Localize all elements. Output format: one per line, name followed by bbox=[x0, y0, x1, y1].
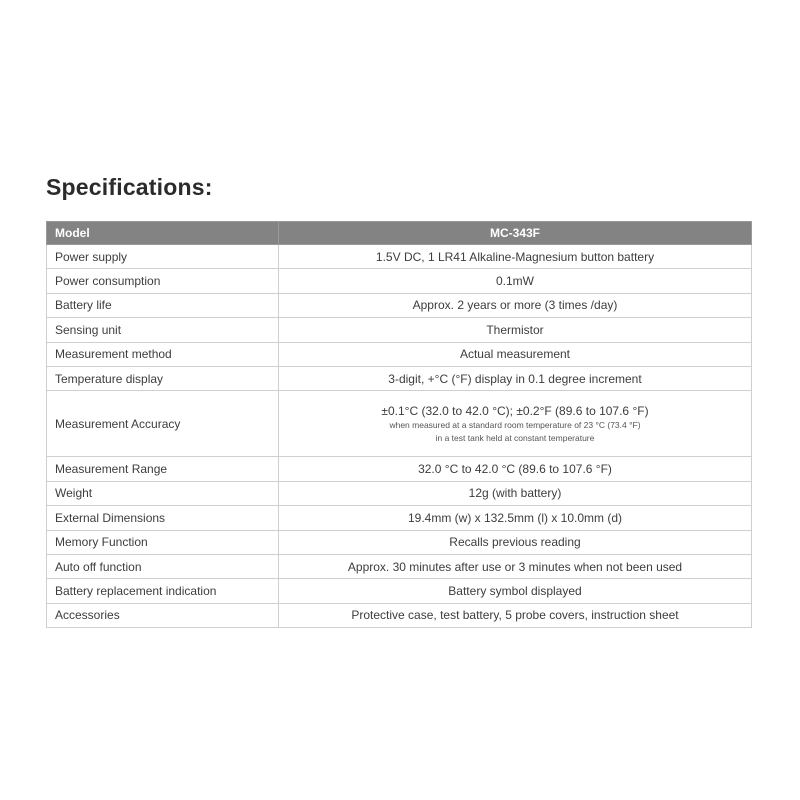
spec-value: Recalls previous reading bbox=[279, 530, 752, 554]
spec-label: Accessories bbox=[47, 603, 279, 627]
table-row bbox=[47, 245, 752, 269]
spec-value: Protective case, test battery, 5 probe covers, instruction sheet bbox=[279, 603, 752, 627]
table-row bbox=[47, 391, 752, 457]
table-row bbox=[47, 481, 752, 505]
table-row bbox=[47, 530, 752, 554]
spec-label: Measurement Range bbox=[47, 457, 279, 481]
table-row bbox=[47, 269, 752, 293]
spec-label: Battery life bbox=[47, 293, 279, 317]
spec-label: Auto off function bbox=[47, 554, 279, 578]
spec-value: Thermistor bbox=[279, 318, 752, 342]
spec-label: Weight bbox=[47, 481, 279, 505]
table-row bbox=[47, 603, 752, 627]
spec-label: Measurement Accuracy bbox=[47, 391, 279, 457]
page-title: Specifications: bbox=[46, 174, 213, 200]
spec-label: Temperature display bbox=[47, 366, 279, 390]
table-row bbox=[47, 506, 752, 530]
spec-note: when measured at a standard room temperature of 23 °C (73.4 °F) bbox=[389, 419, 641, 430]
spec-value: 12g (with battery) bbox=[279, 481, 752, 505]
spec-label: Power consumption bbox=[47, 269, 279, 293]
spec-value: Approx. 30 minutes after use or 3 minutes when not been used bbox=[279, 554, 752, 578]
spec-label: Memory Function bbox=[47, 530, 279, 554]
spec-value: 0.1mW bbox=[279, 269, 752, 293]
spec-value: 32.0 °C to 42.0 °C (89.6 to 107.6 °F) bbox=[279, 457, 752, 481]
table-row bbox=[47, 554, 752, 578]
table-row bbox=[47, 318, 752, 342]
specifications-table bbox=[46, 221, 752, 628]
table-row bbox=[47, 457, 752, 481]
spec-value-cell bbox=[279, 391, 752, 457]
header-value-model-number: MC-343F bbox=[279, 222, 752, 245]
spec-value: Actual measurement bbox=[279, 342, 752, 366]
table-row bbox=[47, 293, 752, 317]
table-header-row bbox=[47, 222, 752, 245]
spec-value: ±0.1°C (32.0 to 42.0 °C); ±0.2°F (89.6 to 107.6 °F) bbox=[381, 403, 649, 418]
spec-value: 19.4mm (w) x 132.5mm (l) x 10.0mm (d) bbox=[279, 506, 752, 530]
table-row bbox=[47, 366, 752, 390]
spec-label: Power supply bbox=[47, 245, 279, 269]
spec-label: External Dimensions bbox=[47, 506, 279, 530]
table-row bbox=[47, 579, 752, 603]
spec-note: in a test tank held at constant temperature bbox=[435, 432, 595, 443]
spec-label: Sensing unit bbox=[47, 318, 279, 342]
spec-label: Battery replacement indication bbox=[47, 579, 279, 603]
table-row bbox=[47, 342, 752, 366]
spec-label: Measurement method bbox=[47, 342, 279, 366]
spec-value: 3-digit, +°C (°F) display in 0.1 degree increment bbox=[279, 366, 752, 390]
spec-value: Approx. 2 years or more (3 times /day) bbox=[279, 293, 752, 317]
spec-value: 1.5V DC, 1 LR41 Alkaline-Magnesium button battery bbox=[279, 245, 752, 269]
spec-value: Battery symbol displayed bbox=[279, 579, 752, 603]
header-label-model: Model bbox=[47, 222, 279, 245]
